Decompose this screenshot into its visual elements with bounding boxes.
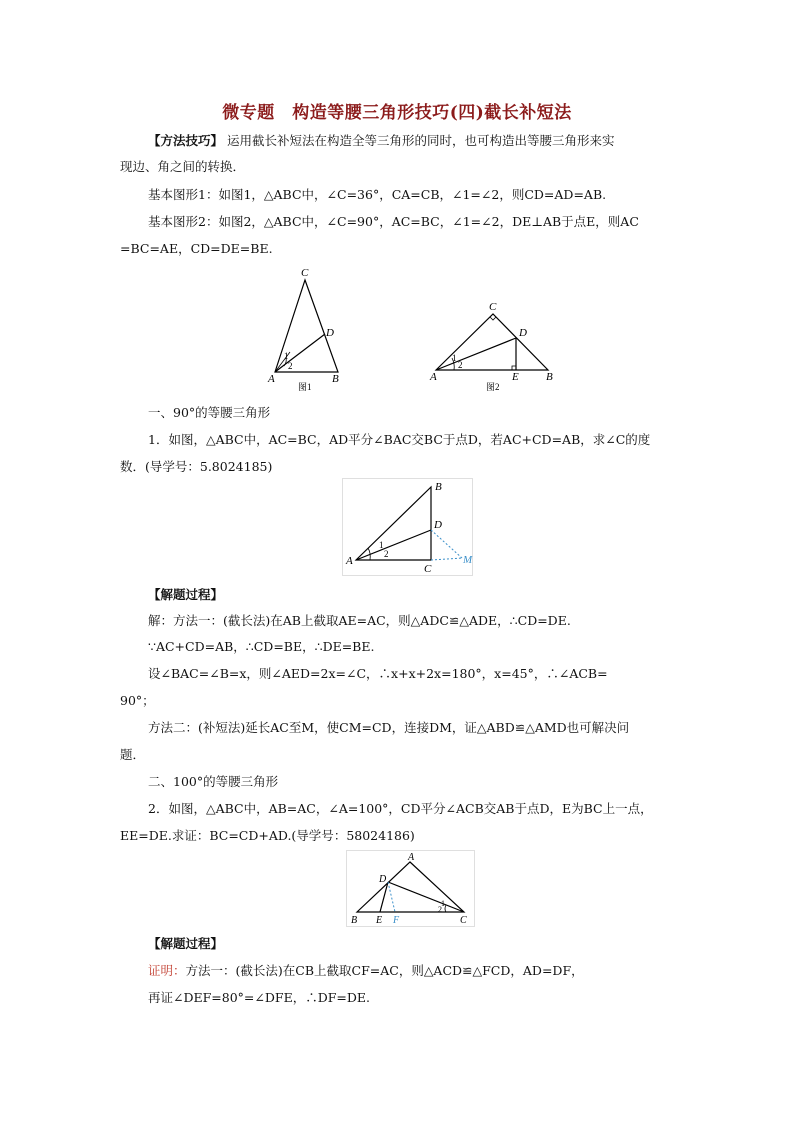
proof-text-1: 方法一：(截长法)在CB上截取CF=AC，则△ACD≌△FCD，AD=DF，	[185, 963, 584, 978]
fig3-label-m: M	[463, 554, 473, 566]
section-1-heading: 一、90°的等腰三角形	[148, 405, 271, 420]
fig3-angle-1: 1	[379, 540, 384, 550]
proof-line-2: 再证∠DEF=80°=∠DFE，∴DF=DE.	[148, 990, 370, 1005]
solution-1-line-3: 设∠BAC=∠B=x，则∠AED=2x=∠C，∴x+x+2x=180°，x=45°，∴∠ACB=	[148, 666, 608, 681]
basic-figure-1: 基本图形1：如图1，△ABC中，∠C=36°，CA=CB，∠1=∠2，则CD=AD=AB.	[148, 187, 607, 202]
method-label: 【方法技巧】	[148, 133, 224, 148]
fig3-label-d: D	[434, 519, 442, 531]
fig1-angle-2: 2	[288, 361, 293, 371]
fig4-angle-1: 1	[441, 899, 445, 908]
fig4-label-b: B	[351, 915, 358, 926]
fig3-label-a: A	[346, 555, 353, 567]
solution-label-2: 【解题过程】	[148, 936, 224, 951]
solution-1-line-6: 题．	[120, 747, 146, 762]
solution-label-1: 【解题过程】	[148, 587, 224, 602]
fig2-label-d: D	[519, 327, 527, 339]
figure-1	[260, 262, 360, 392]
fig4-label-f: F	[393, 915, 400, 926]
section-2-heading: 二、100°的等腰三角形	[148, 774, 279, 789]
fig2-label-a: A	[430, 371, 437, 383]
solution-1-line-1: 解：方法一：(截长法)在AB上截取AE=AC，则△ADC≌△ADE，∴CD=DE.	[148, 613, 571, 628]
figure-4	[346, 850, 476, 928]
fig2-angle-1: 1	[452, 353, 457, 363]
solution-1-line-4: 90°；	[120, 693, 155, 708]
fig1-caption: 图1	[298, 382, 312, 392]
solution-1-line-5: 方法二：(补短法)延长AC至M，使CM=CD，连接DM，证△ABD≌△AMD也可解决问	[148, 720, 630, 735]
question-2-line-1: 2．如图，△ABC中，AB=AC，∠A=100°，CD平分∠ACB交AB于点D，E为BC上一点，	[148, 801, 653, 816]
fig4-angle-2: 2	[438, 905, 442, 914]
basic-figure-2-cont: =BC=AE，CD=DE=BE.	[120, 241, 273, 256]
page-title: 微专题 构造等腰三角形技巧(四)截长补短法	[222, 103, 572, 123]
proof-line-1	[148, 962, 678, 980]
basic-figure-2: 基本图形2：如图2，△ABC中，∠C=90°，AC=BC，∠1=∠2，DE⊥AB于点E，则AC	[148, 214, 639, 229]
fig4-label-e: E	[376, 915, 383, 926]
question-2-line-2: EE=DE.求证：BC=CD+AD.(导学号：58024186)	[120, 828, 415, 843]
fig2-caption: 图2	[486, 382, 500, 392]
fig4-label-c: C	[460, 915, 467, 926]
fig4-label-d: D	[379, 874, 387, 885]
question-1-line-1: 1．如图，△ABC中，AC=BC，AD平分∠BAC交BC于点D，若AC+CD=AB，求∠C的度	[148, 432, 651, 447]
fig3-label-c: C	[424, 563, 432, 575]
method-line-1	[148, 132, 678, 150]
question-1-line-2: 数．(导学号：5.8024185)	[120, 459, 273, 474]
method-text-1: 运用截长补短法在构造全等三角形的同时，也可构造出等腰三角形来实	[227, 133, 615, 148]
fig1-label-b: B	[332, 373, 339, 385]
fig4-label-a: A	[408, 852, 415, 863]
fig3-angle-2: 2	[384, 549, 389, 559]
fig1-label-d: D	[326, 327, 334, 339]
fig2-angle-2: 2	[458, 360, 463, 370]
figure-2	[428, 298, 558, 394]
proof-label: 证明：	[148, 963, 186, 978]
method-text-2: 现边、角之间的转换．	[120, 159, 246, 174]
fig1-label-c: C	[301, 267, 309, 279]
fig1-label-a: A	[268, 373, 275, 385]
fig2-label-c: C	[489, 301, 497, 313]
fig2-label-e: E	[512, 371, 519, 383]
fig3-label-b: B	[435, 481, 442, 493]
fig1-angle-1: 1	[284, 351, 289, 361]
fig2-label-b: B	[546, 371, 553, 383]
solution-1-line-2: ∵AC+CD=AB，∴CD=BE，∴DE=BE.	[148, 639, 375, 654]
figure-3	[342, 478, 477, 578]
